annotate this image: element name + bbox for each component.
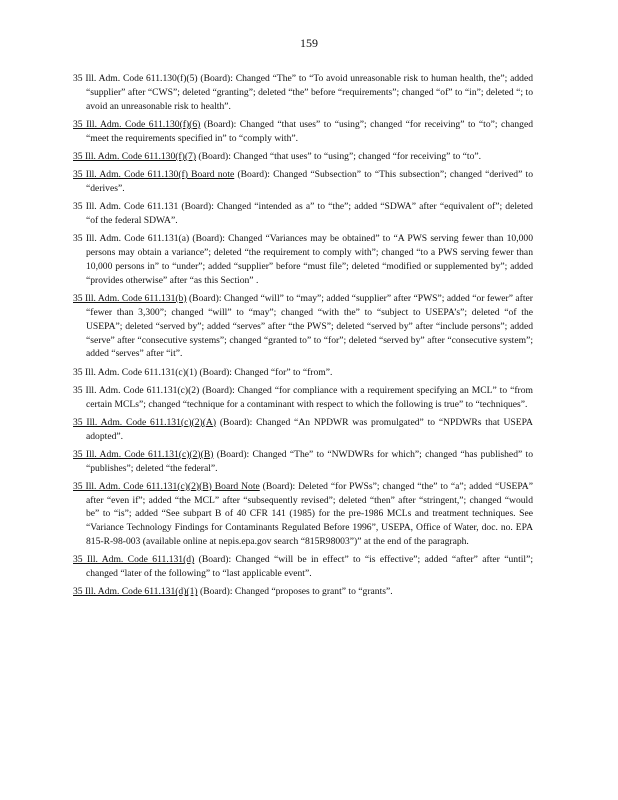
change-description: (Board): Changed “will” to “may”; added “supplier” after “PWS”; added “or fewer” after “fewer than 3,300”; changed “will” to “may”; changed “with the” to “subject to USEPA’s”; deleted “of the USEPA”; deleted “served by”; added “serves” after “the PWS”; deleted “served by” after “include persons”; added “serve” after “consecutive systems”; changed “granted to” to “for”; deleted “served by” after “consecutive system”; added “serves” after “it”. — [86, 292, 533, 360]
citation: 35 Ill. Adm. Code 611.131(d)(1) — [73, 586, 198, 598]
amendment-entry — [73, 416, 533, 444]
change-description: (Board): Changed “for” to “from”. — [197, 366, 333, 378]
change-description: (Board): Changed “for compliance with a requirement specifying an MCL” to “from certain MCLs”; changed “technique for a contaminant with respect to which the following is true” to “techniques”. — [86, 384, 533, 410]
change-description: (Board): Changed “intended as a” to “the”; added “SDWA” after “equivalent of”; deleted “of the federal SDWA”. — [86, 201, 533, 226]
amendment-entry — [73, 150, 533, 164]
change-description: (Board): Changed “that uses” to “using”; changed “for receiving” to “to”. — [196, 150, 482, 162]
amendment-entry — [73, 553, 533, 581]
citation: 35 Ill. Adm. Code 611.131(c)(2)(B) Board Note — [73, 480, 260, 492]
amendment-entry — [73, 168, 533, 196]
citation: 35 Ill. Adm. Code 611.131(b) — [73, 292, 187, 304]
change-description: (Board): Changed “that uses” to “using”; changed “for receiving” to “to”; changed “meet the requirements specified in” to “comply with”. — [86, 118, 533, 144]
change-description: (Board): Changed “An NPDWR was promulgated” to “NPDWRs that USEPA adopted”. — [86, 416, 533, 442]
citation: 35 Ill. Adm. Code 611.131 — [73, 201, 179, 212]
change-description: (Board): Changed “The” to “NWDWRs for which”; changed “has published” to “publishes”; deleted “the federal”. — [86, 448, 533, 474]
change-description: (Board): Changed “proposes to grant” to “grants”. — [197, 586, 393, 598]
citation: 35 Ill. Adm. Code 611.131(c)(2)(A) — [73, 416, 217, 428]
amendment-entry — [73, 118, 533, 146]
amendment-entry — [73, 292, 533, 362]
citation: 35 Ill. Adm. Code 611.131(a) — [73, 233, 190, 244]
amendment-list — [73, 72, 533, 603]
change-description: (Board): Changed “Subsection” to “This subsection”; changed “derived” to “derives”. — [86, 169, 533, 194]
change-description: (Board): Deleted “for PWSs”; changed “the” to “a”; added “USEPA” after “even if”; added “the MCL” after “subsequently revised”; deleted “then” after “stringent,”; changed “would be” to “is”; added “See subpart B of 40 CFR 141 (1985) for the pre-1986 MCLs and treatment techniques. See “Variance Technology Findings for Contaminants Regulated Before 1996”, USEPA, Office of Water, doc. no. EPA 815-R-98-003 (available online at nepis.epa.gov search “815R98003”)” at the end of the paragraph. — [86, 480, 533, 548]
citation: 35 Ill. Adm. Code 611.131(d) — [73, 554, 195, 566]
citation: 35 Ill. Adm. Code 611.130(f)(6) — [73, 118, 201, 130]
amendment-entry — [73, 366, 533, 380]
amendment-entry — [73, 384, 533, 412]
change-description: (Board): Changed “The” to “To avoid unreasonable risk to human health, the”; added “supplier” after “CWS”; deleted “granting”; deleted “the” before “requirements”; changed “of” to “in”; deleted “; to avoid an unreasonable risk to health”. — [86, 73, 533, 112]
amendment-entry — [73, 232, 533, 288]
amendment-entry — [73, 72, 533, 114]
change-description: (Board): Changed “will be in effect” to “is effective”; added “after” after “until”; changed “later of the following” to “last applicable event”. — [86, 554, 533, 580]
citation: 35 Ill. Adm. Code 611.131(c)(2)(B) — [73, 448, 214, 460]
amendment-entry — [73, 448, 533, 476]
citation: 35 Ill. Adm. Code 611.130(f)(5) — [73, 73, 198, 84]
citation: 35 Ill. Adm. Code 611.131(c)(2) — [73, 384, 200, 396]
citation: 35 Ill. Adm. Code 611.130(f) Board note — [73, 169, 235, 180]
amendment-entry — [73, 585, 533, 599]
amendment-entry — [73, 200, 533, 228]
change-description: (Board): Changed “Variances may be obtained” to “A PWS serving fewer than 10,000 persons may obtain a variance”; deleted “the requirement to comply with”; changed “to a PWS serving fewer than 10,000 persons in” to “under”; added “supplier” before “must file”; deleted “modified or supplemented by”; added “provides otherwise” after “as this Section” . — [86, 233, 533, 286]
page-number: 159 — [300, 36, 318, 50]
amendment-entry — [73, 480, 533, 550]
citation: 35 Ill. Adm. Code 611.131(c)(1) — [73, 366, 198, 378]
citation: 35 Ill. Adm. Code 611.130(f)(7) — [73, 150, 197, 162]
